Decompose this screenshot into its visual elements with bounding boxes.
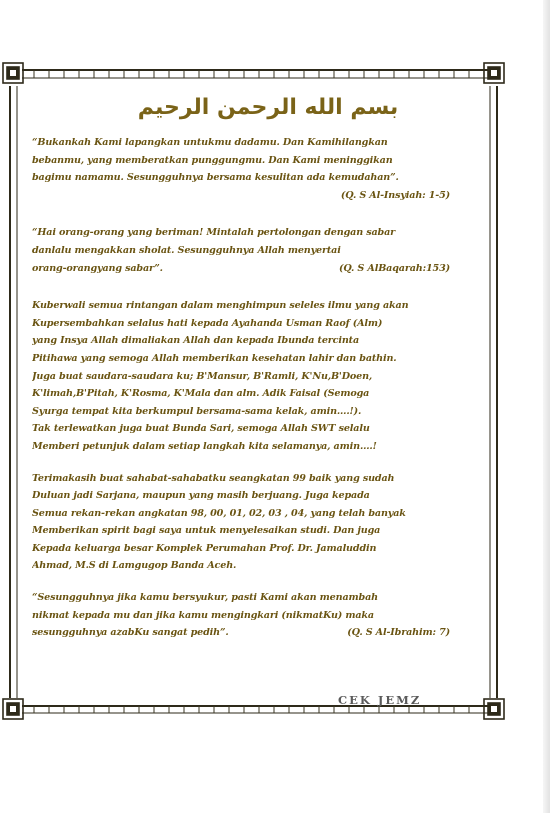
quote2-line: danlalu mengakkan sholat. Sesungguhnya Allah menyertai	[32, 244, 341, 256]
dedication-line: Kuberwali semua rintangan dalam menghimpun seleles ilmu yang akan	[32, 300, 409, 312]
quote2-last-line: orang-orangyang sabar”.	[32, 262, 163, 274]
quote1-line: “Bukankah Kami lapangkan untukmu dadamu. Dan Kamihilangkan	[32, 137, 388, 148]
dedication-line: Juga buat saudara-saudara ku; B'Mansur, B'Ramli, K'Nu,B'Doen,	[32, 370, 373, 382]
thanks-line: Semua rekan-rekan angkatan 98, 00, 01, 02, 03 , 04, yang telah banyak	[32, 507, 406, 519]
page-edge	[543, 0, 550, 813]
quote2-line: “Hai orang-orang yang beriman! Mintalah pertolongan dengan sabar	[32, 227, 396, 239]
quote-al-insyirah	[32, 134, 464, 204]
quote3-reference: (Q. S Al-Ibrahim: 7)	[347, 627, 450, 639]
quote2-reference: (Q. S AlBaqarah:153)	[338, 262, 450, 274]
thanks-line: Ahmad, M.S di Lamgugop Banda Aceh.	[32, 560, 237, 572]
corner-ornament-bottom-right	[484, 699, 504, 719]
corner-ornament-top-right	[484, 63, 504, 83]
basmalah-calligraphy: بسم الله الرحمن الرحيم	[137, 95, 399, 120]
quote3-line: “Sesungguhnya jika kamu bersyukur, pasti Kami akan menambah	[32, 592, 378, 604]
dedication-line: Tak terlewatkan juga buat Bunda Sari, semoga Allah SWT selalu	[32, 423, 370, 435]
dedication-line: Syurga tempat kita berkumpul bersama-sama kelak, amin….!).	[32, 405, 362, 417]
dedication-line: Kupersembahkan selalus hati kepada Ayahanda Usman Raof (Alm)	[32, 317, 383, 329]
page-content	[32, 88, 464, 642]
thanks-line: Terimakasih buat sahabat-sahabatku seangkatan 99 baik yang sudah	[32, 472, 395, 484]
dedication-line: yang Insya Allah dimaliakan Allah dan kepada Ibunda tercinta	[32, 335, 360, 347]
dedication-paragraph	[32, 297, 464, 455]
corner-ornament-bottom-left	[3, 699, 23, 719]
quote3-line: nikmat kepada mu dan jika kamu mengingkari (nikmatKu) maka	[32, 609, 374, 621]
quote1-line: bagimu namamu. Sesungguhnya bersama kesulitan ada kemudahan”.	[32, 172, 399, 184]
author-signature: CEK JEMZ	[338, 693, 422, 707]
quote1-line: bebanmu, yang memberatkan punggungmu. Dan Kami meninggikan	[32, 154, 393, 166]
thanks-line: Memberikan spirit bagi saya untuk menyelesaikan studi. Dan juga	[32, 525, 381, 537]
quote3-last-line: sesungguhnya azabKu sangat pedih”.	[32, 627, 229, 639]
thanks-paragraph	[32, 470, 464, 576]
quote1-reference: (Q. S Al-Insyiah: 1-5)	[340, 189, 450, 201]
quote-al-baqarah	[32, 224, 464, 277]
dedication-line: Pitihawa yang semoga Allah memberikan kesehatan lahir dan bathin.	[32, 352, 397, 364]
quote-ibrahim	[32, 589, 464, 642]
corner-ornament-top-left	[3, 63, 23, 83]
thanks-line: Duluan jadi Sarjana, maupun yang masih berjuang. Juga kepada	[32, 490, 370, 502]
thanks-line: Kepada keluarga besar Komplek Perumahan Prof. Dr. Jamaluddin	[32, 542, 377, 554]
dedication-line: Memberi petunjuk dalam setiap langkah kita selamanya, amin….!	[32, 440, 377, 452]
dedication-line: K'limah,B'Pitah, K'Rosma, K'Mala dan alm. Adik Faisal (Semoga	[32, 388, 370, 400]
